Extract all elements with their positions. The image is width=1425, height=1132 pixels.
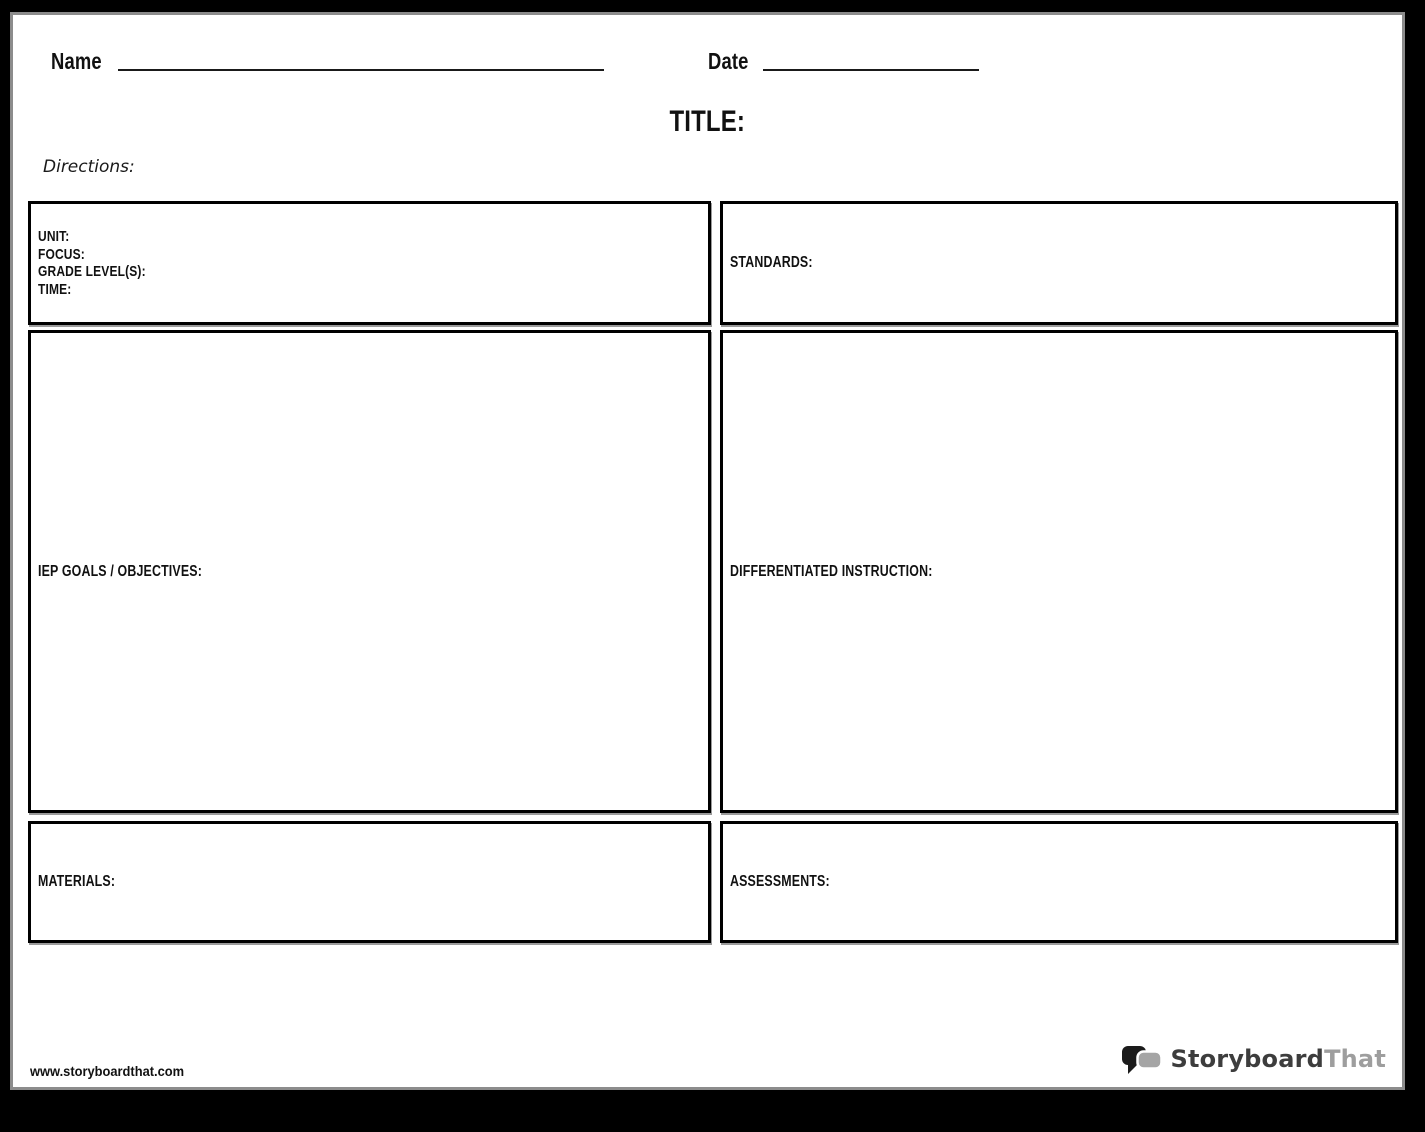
materials-box bbox=[28, 821, 711, 943]
unit-info-box bbox=[28, 201, 711, 325]
standards-box bbox=[720, 201, 1398, 325]
time-label: TIME: bbox=[38, 280, 72, 298]
differentiated-instruction-label: DIFFERENTIATED INSTRUCTION: bbox=[730, 562, 933, 580]
assessments-box bbox=[720, 821, 1398, 943]
date-blank-line bbox=[763, 49, 979, 71]
name-blank-line bbox=[118, 49, 604, 71]
iep-goals-box bbox=[28, 330, 711, 813]
website-url: www.storyboardthat.com bbox=[30, 1063, 185, 1079]
storyboardthat-logo bbox=[1121, 1041, 1386, 1077]
logo-text-that: That bbox=[1324, 1045, 1386, 1073]
worksheet-page bbox=[10, 12, 1405, 1090]
logo-wordmark bbox=[1170, 1045, 1386, 1073]
materials-label: MATERIALS: bbox=[38, 873, 116, 890]
standards-label: STANDARDS: bbox=[730, 254, 813, 271]
name-field-row bbox=[51, 49, 604, 73]
title-row bbox=[13, 105, 1402, 139]
directions-label: Directions: bbox=[43, 157, 135, 177]
date-field-row bbox=[708, 49, 979, 73]
date-label: Date bbox=[708, 48, 749, 74]
unit-label: UNIT: bbox=[38, 228, 70, 245]
name-label: Name bbox=[51, 48, 102, 74]
grade-levels-label: GRADE LEVEL(S): bbox=[38, 263, 146, 280]
focus-label: FOCUS: bbox=[38, 245, 85, 263]
assessments-label: ASSESSMENTS: bbox=[730, 873, 830, 890]
page-title: TITLE: bbox=[669, 105, 746, 138]
differentiated-instruction-box bbox=[720, 330, 1398, 813]
logo-text-storyboard: Storyboard bbox=[1170, 1045, 1325, 1073]
iep-goals-label: IEP GOALS / OBJECTIVES: bbox=[38, 562, 202, 580]
speech-bubbles-icon bbox=[1121, 1041, 1163, 1077]
